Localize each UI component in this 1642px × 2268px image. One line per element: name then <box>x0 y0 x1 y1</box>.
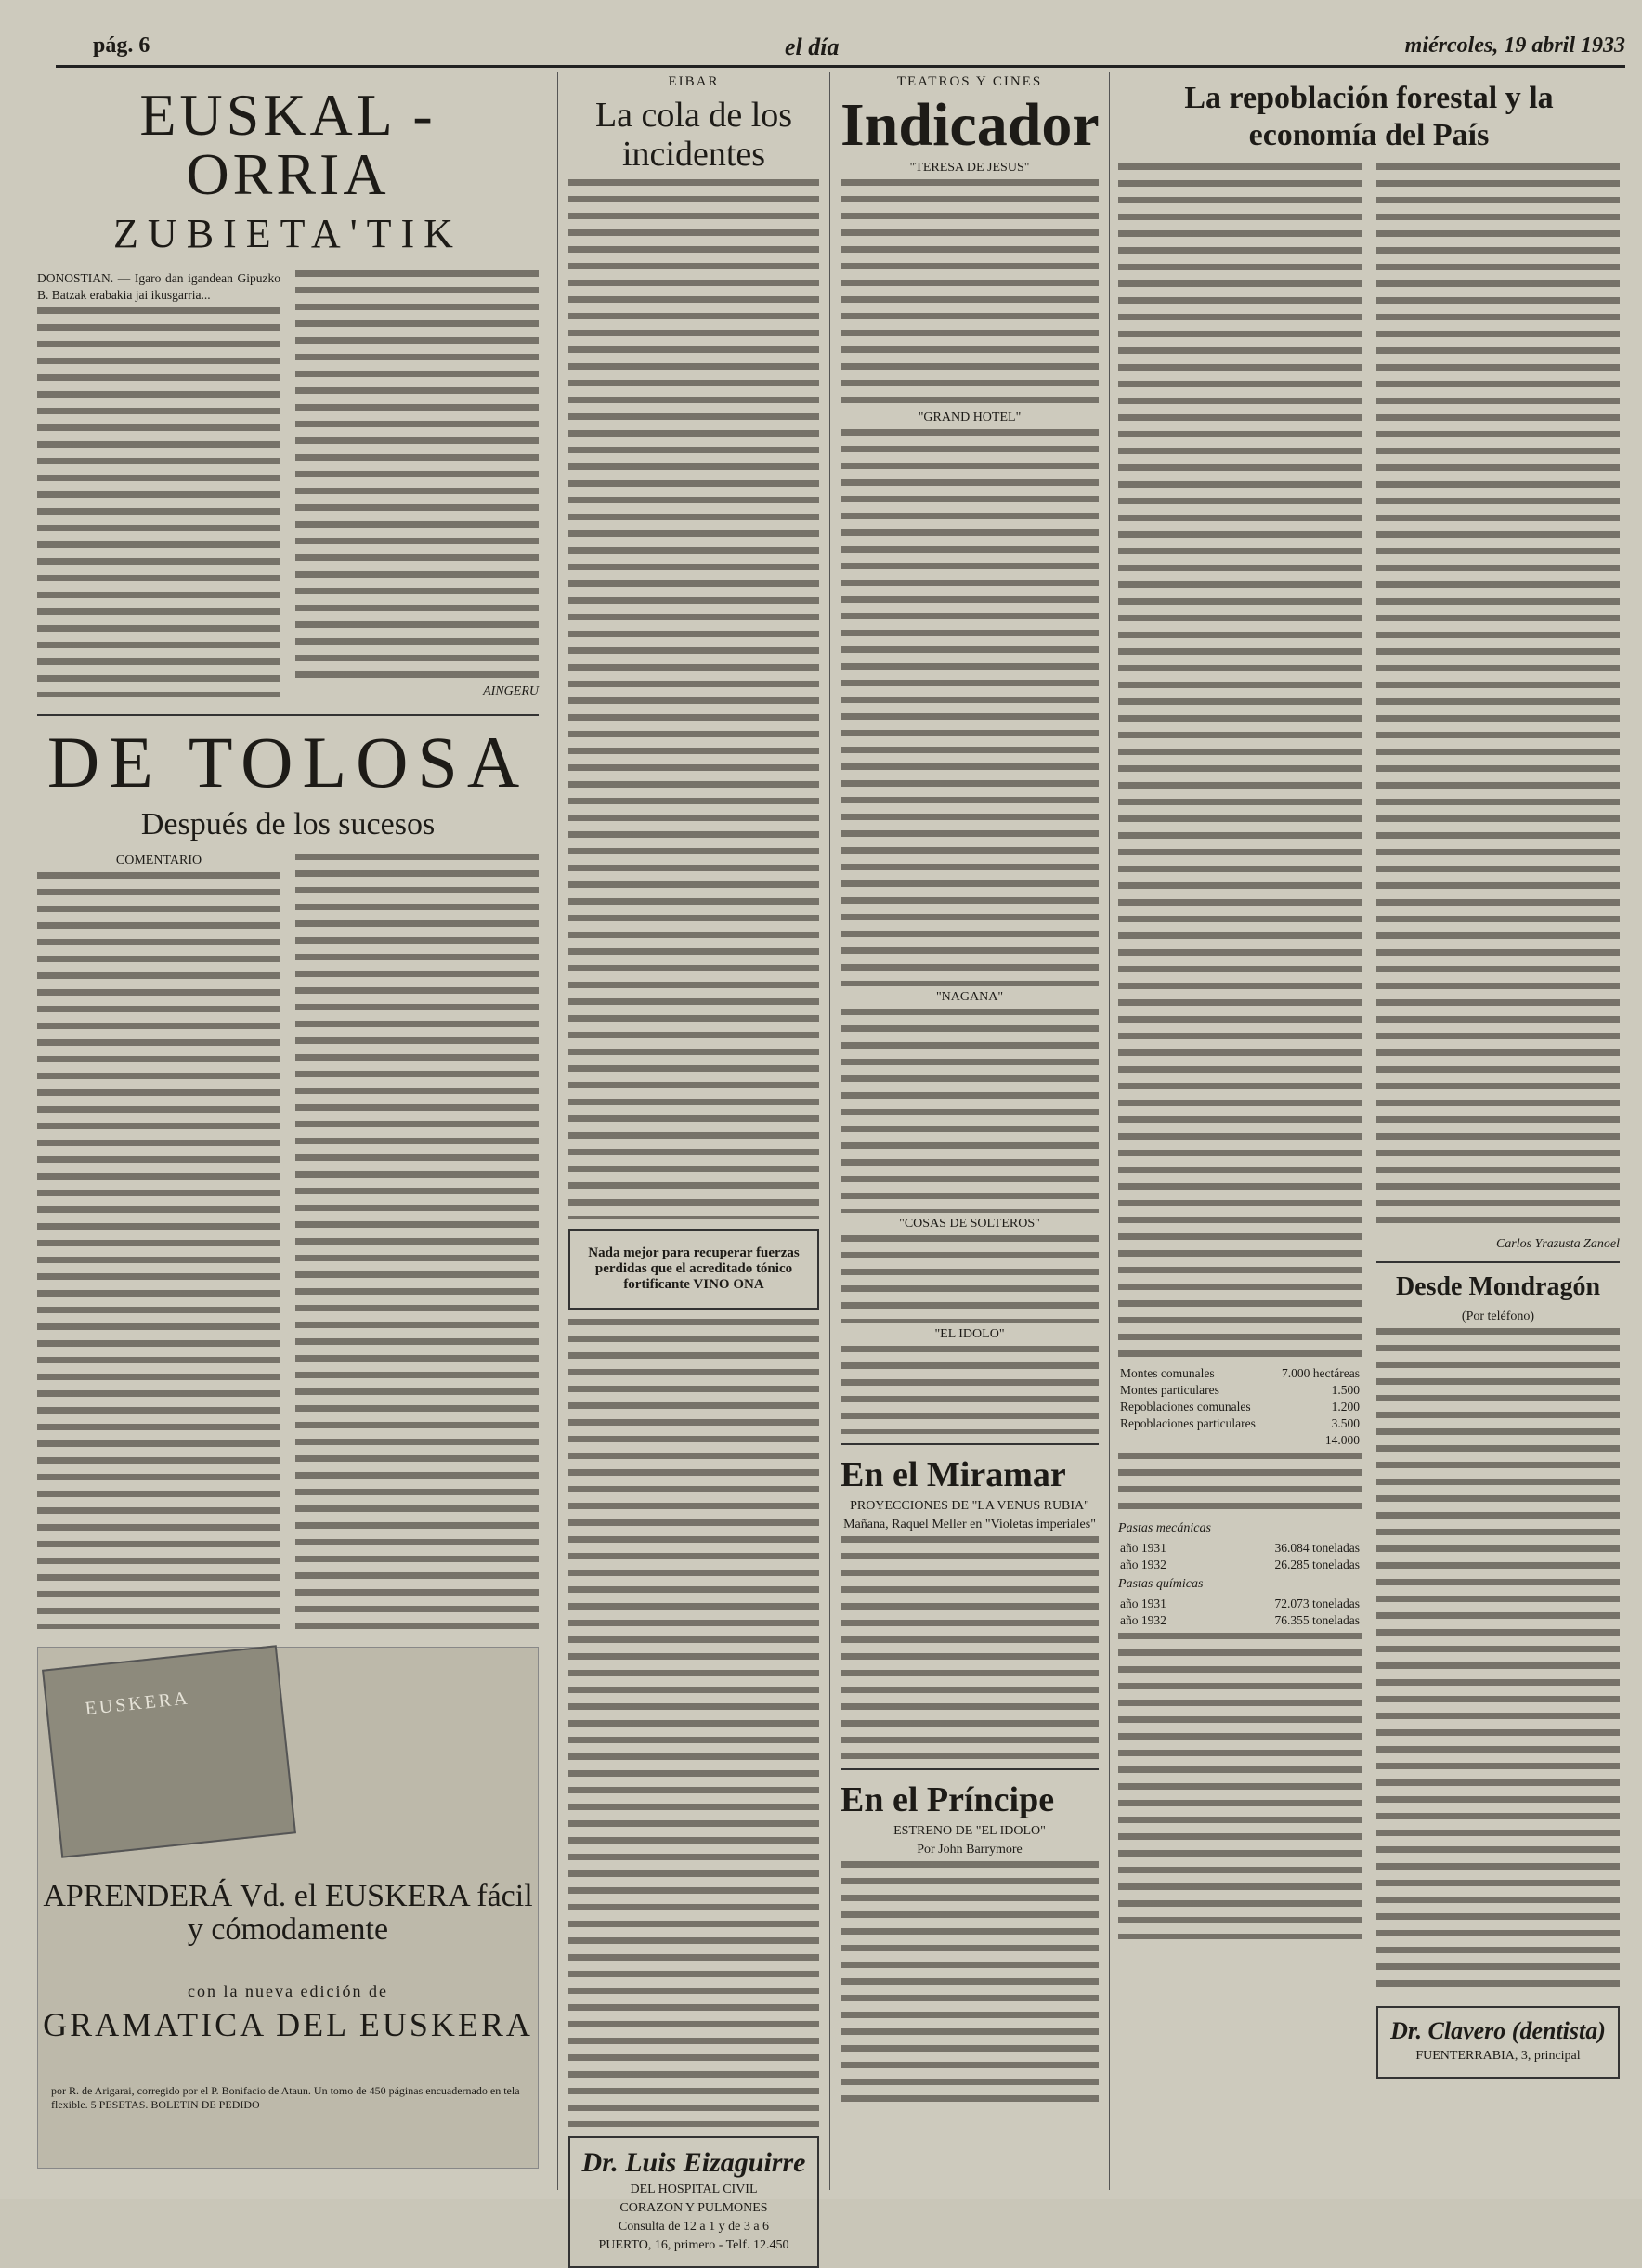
eibar-title: La cola de los incidentes <box>594 96 793 174</box>
table-row: año 1932 76.355 toneladas <box>1120 1613 1360 1627</box>
text-block <box>841 1009 1099 1213</box>
mondragon-title: Desde Mondragón <box>1395 1272 1601 1301</box>
column-rule <box>829 72 830 2190</box>
masthead <box>56 28 1625 68</box>
principe-title: En el Príncipe <box>841 1780 1055 1819</box>
doctor-hospital: DEL HOSPITAL CIVIL <box>630 2183 758 2196</box>
doctor-ad <box>568 2136 819 2268</box>
text-block <box>841 1235 1099 1323</box>
text-block <box>568 179 819 1219</box>
euskal-body <box>37 267 539 705</box>
book-illustration <box>42 1645 296 1857</box>
column-1 <box>37 74 539 2190</box>
text-block <box>1118 1453 1362 1518</box>
book-title: EUSKERA <box>84 1688 191 1720</box>
paper-name: el día <box>785 33 840 60</box>
tolosa-title: DE TOLOSA <box>46 722 529 802</box>
column-rule <box>1109 72 1110 2190</box>
dentist-ad <box>1376 2006 1620 2079</box>
doctor-specialty: CORAZON Y PULMONES <box>619 2201 768 2215</box>
tolosa-subtitle: Después de los sucesos <box>140 807 436 841</box>
miramar-subtitle: PROYECCIONES DE "LA VENUS RUBIA" <box>850 1499 1089 1513</box>
vino-ona-text: Nada mejor para recuperar fuerzas perdidas que el acreditado tónico fortificante VINO ONA <box>588 1245 800 1292</box>
grammar-advertisement <box>37 1647 539 2169</box>
table-row: 14.000 <box>1324 1433 1360 1447</box>
divider <box>841 1768 1099 1770</box>
euskal-lead: DONOSTIAN. — Igaro dan igandean Gipuzko B. Batzak erabakia jai ikusgarria... <box>37 271 280 302</box>
table-row: año 1931 36.084 toneladas <box>1120 1541 1360 1555</box>
issue-date: miércoles, 19 abril 1933 <box>1404 33 1625 58</box>
column-3 <box>841 74 1099 2190</box>
page-number: pág. 6 <box>93 33 150 58</box>
ad-headline: APRENDERÁ Vd. el EUSKERA fácil y cómodamente <box>43 1879 533 1947</box>
pastas-mecanicas-heading: Pastas mecánicas <box>1118 1521 1211 1535</box>
text-block <box>841 179 1099 407</box>
tolosa-kicker: COMENTARIO <box>115 854 202 867</box>
text-block <box>841 429 1099 986</box>
miramar-title: En el Miramar <box>841 1455 1066 1494</box>
text-block <box>37 307 280 697</box>
article-signature: Carlos Yrazusta Zanoel <box>1495 1237 1620 1251</box>
euskal-title: EUSKAL - ORRIA <box>139 82 437 207</box>
text-block <box>1376 163 1620 1232</box>
column-2 <box>568 74 819 2252</box>
text-block <box>1376 1328 1620 1997</box>
table-row: Repoblaciones comunales 1.200 <box>1120 1400 1360 1414</box>
column-rule <box>557 72 558 2190</box>
doctor-name: Dr. Luis Eizaguirre <box>581 2147 806 2178</box>
text-block <box>1118 163 1362 1362</box>
divider <box>1376 1261 1620 1263</box>
principe-subtitle-2: Por John Barrymore <box>917 1843 1023 1857</box>
mondragon-subtitle: (Por teléfono) <box>1461 1310 1535 1323</box>
table-row: año 1932 26.285 toneladas <box>1120 1558 1360 1571</box>
dentist-address: FUENTERRABIA, 3, principal <box>1415 2049 1581 2063</box>
text-block <box>37 872 280 1629</box>
table-row: Montes comunales 7.000 hectáreas <box>1120 1366 1360 1380</box>
euskal-signature: AINGERU <box>483 684 539 698</box>
pastas-quimicas-heading: Pastas químicas <box>1118 1577 1204 1591</box>
vino-ona-notice <box>568 1229 819 1310</box>
text-block <box>841 1861 1099 2103</box>
table-row: año 1931 72.073 toneladas <box>1120 1597 1360 1610</box>
table-row: Montes particulares 1.500 <box>1120 1383 1360 1397</box>
text-block <box>295 270 539 679</box>
film-nagana: "NAGANA" <box>935 990 1004 1004</box>
text-block <box>841 1536 1099 1759</box>
indicador-title: Indicador <box>841 91 1100 159</box>
doctor-hours: Consulta de 12 a 1 y de 3 a 6 <box>618 2220 770 2234</box>
text-block <box>568 1319 819 2127</box>
text-block <box>841 1346 1099 1434</box>
repoblacion-body <box>1118 160 1620 2088</box>
pastas-table-2 <box>1118 1596 1362 1629</box>
dentist-name: Dr. Clavero (dentista) <box>1390 2017 1606 2044</box>
principe-subtitle: ESTRENO DE "EL IDOLO" <box>893 1824 1046 1838</box>
film-teresa: "TERESA DE JESUS" <box>909 161 1030 175</box>
divider <box>841 1443 1099 1445</box>
film-el-idolo: "EL IDOLO" <box>934 1327 1005 1341</box>
text-block <box>295 854 539 1634</box>
pastas-table-1 <box>1118 1540 1362 1573</box>
divider <box>37 714 539 716</box>
repoblacion-title: La repoblación forestal y la economía del País <box>1184 81 1554 152</box>
ad-details: por R. de Arigarai, corregido por el P. Bonifacio de Ataun. Un tomo de 450 páginas encuadernado en tela flexible. 5 PESETAS. BOLETIN DE PEDIDO <box>51 2084 520 2111</box>
stats-table <box>1118 1365 1362 1449</box>
column-4 <box>1118 74 1620 2190</box>
ad-title: GRAMATICA DEL EUSKERA <box>43 2006 533 2043</box>
cines-kicker: TEATROS Y CINES <box>896 74 1043 89</box>
film-grand-hotel: "GRAND HOTEL" <box>918 411 1022 424</box>
tolosa-body <box>37 850 539 1637</box>
film-cosas-solteros: "COSAS DE SOLTEROS" <box>899 1217 1040 1231</box>
text-block <box>1118 1633 1362 1939</box>
doctor-address: PUERTO, 16, primero - Telf. 12.450 <box>598 2238 789 2252</box>
euskal-subtitle: ZUBIETA'TIK <box>113 211 463 256</box>
ad-subline: con la nueva edición de <box>188 1982 388 2001</box>
miramar-subtitle-2: Mañana, Raquel Meller en "Violetas imperiales" <box>843 1518 1096 1532</box>
eibar-kicker: EIBAR <box>668 74 720 89</box>
table-row: Repoblaciones particulares 3.500 <box>1120 1416 1360 1430</box>
